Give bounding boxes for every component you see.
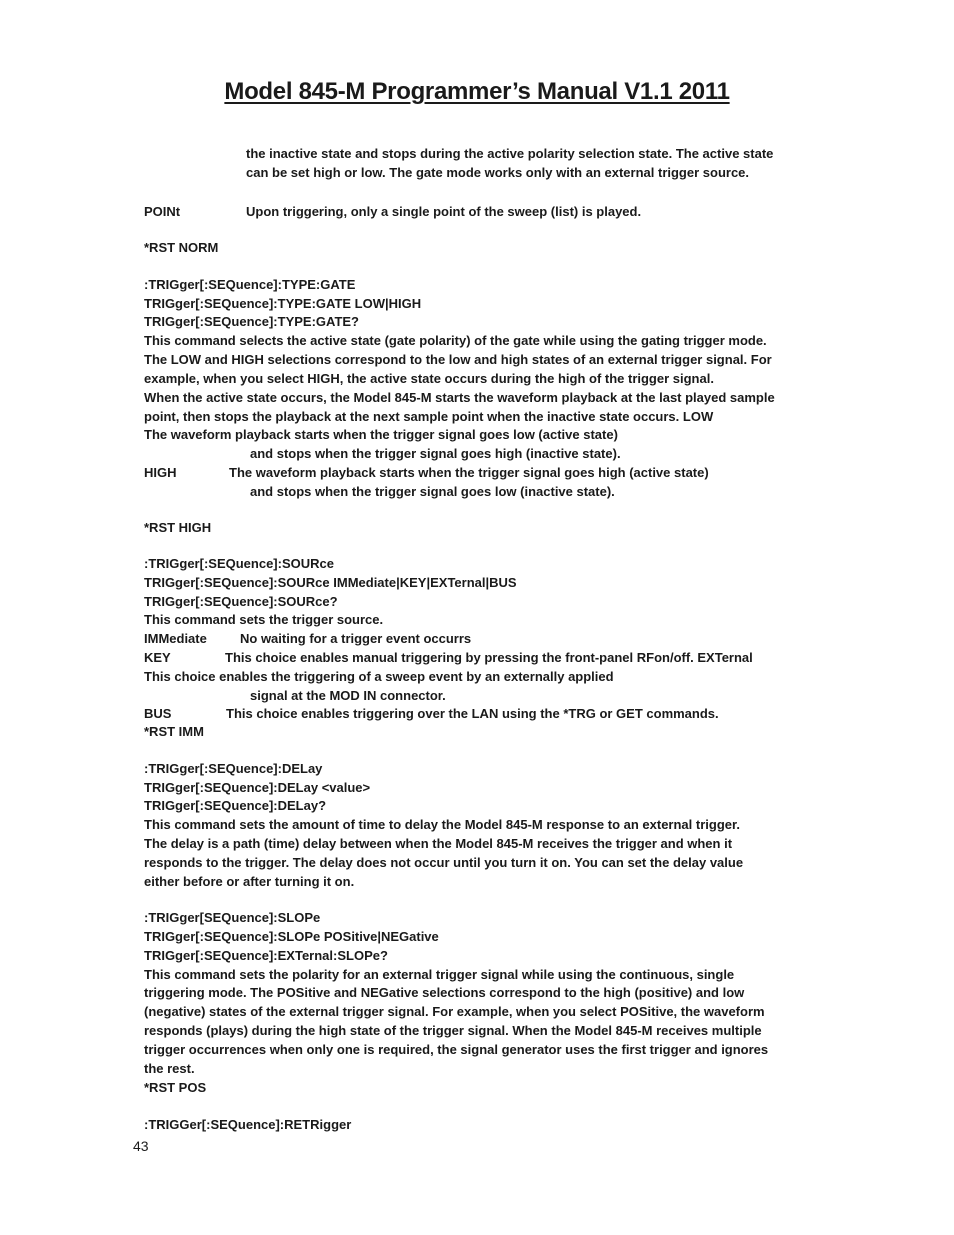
body-line: either before or after turning it on. [144,874,355,889]
body-line: (negative) states of the external trigger signal. For example, when you select POSitive, the waveform [144,1004,765,1019]
body-line: point, then stops the playback at the next sample point when the inactive state occurs. LOW [144,409,714,424]
command-syntax: TRIGger[:SEQuence]:SOURce IMMediate|KEY|EXTernal|BUS [144,575,517,590]
option-description: This choice enables manual triggering by pressing the front-panel RFon/off. EXTernal [225,650,753,665]
command-syntax: TRIGger[:SEQuence]:SLOPe POSitive|NEGative [144,929,439,944]
body-line: triggering mode. The POSitive and NEGative selections correspond to the high (positive) and low [144,985,745,1000]
option-description: The waveform playback starts when the trigger signal goes high (active state) [229,465,709,480]
option-description: No waiting for a trigger event occurrs [240,631,472,646]
reset-value: *RST IMM [144,724,204,739]
body-line: trigger occurrences when only one is required, the signal generator uses the first trigger and ignores [144,1042,769,1057]
page-title: Model 845-M Programmer’s Manual V1.1 2011 [224,78,730,105]
command-syntax: TRIGger[:SEQuence]:TYPE:GATE LOW|HIGH [144,296,422,311]
body-line: the inactive state and stops during the active polarity selection state. The active state [246,146,774,161]
command-query: TRIGger[:SEQuence]:TYPE:GATE? [144,314,359,329]
body-line: When the active state occurs, the Model 845-M starts the waveform playback at the last played sample [144,390,775,405]
option-description: Upon triggering, only a single point of the sweep (list) is played. [246,204,642,219]
body-line: The delay is a path (time) delay between when the Model 845-M receives the trigger and when it [144,836,733,851]
command-heading: :TRIGger[:SEQuence]:SOURce [144,556,334,571]
body-line: can be set high or low. The gate mode works only with an external trigger source. [246,165,750,180]
option-label: HIGH [144,465,177,480]
option-label: BUS [144,706,172,721]
body-line: and stops when the trigger signal goes low (inactive state). [250,484,615,499]
reset-value: *RST POS [144,1080,207,1095]
body-line: This command sets the trigger source. [144,612,384,627]
body-line: The waveform playback starts when the trigger signal goes low (active state) [144,427,618,442]
body-line: This command sets the amount of time to delay the Model 845-M response to an external trigger. [144,817,740,832]
option-description: This choice enables triggering over the LAN using the *TRG or GET commands. [226,706,719,721]
command-heading: :TRIGGer[:SEQuence]:RETRigger [144,1117,352,1132]
command-heading: :TRIGger[SEQuence]:SLOPe [144,910,321,925]
reset-value: *RST NORM [144,240,219,255]
body-line: and stops when the trigger signal goes high (inactive state). [250,446,621,461]
body-line: The LOW and HIGH selections correspond to the low and high states of an external trigger signal. For [144,352,772,367]
reset-value: *RST HIGH [144,520,212,535]
body-line: responds to the trigger. The delay does not occur until you turn it on. You can set the delay value [144,855,744,870]
body-line: This command sets the polarity for an external trigger signal while using the continuous, single [144,967,735,982]
command-query: TRIGger[:SEQuence]:SOURce? [144,594,338,609]
body-line: responds (plays) during the high state of the trigger signal. When the Model 845-M receives multiple [144,1023,762,1038]
body-line: example, when you select HIGH, the active state occurs during the high of the trigger signal. [144,371,714,386]
command-heading: :TRIGger[:SEQuence]:TYPE:GATE [144,277,356,292]
option-label: IMMediate [144,631,207,646]
command-query: TRIGger[:SEQuence]:DELay? [144,798,327,813]
body-line: the rest. [144,1061,195,1076]
command-heading: :TRIGger[:SEQuence]:DELay [144,761,323,776]
page-number: 43 [133,1138,149,1154]
body-line: This choice enables the triggering of a sweep event by an externally applied [144,669,614,684]
body-line: signal at the MOD IN connector. [250,688,446,703]
command-syntax: TRIGger[:SEQuence]:DELay <value> [144,780,371,795]
option-label: POINt [144,204,181,219]
body-line: This command selects the active state (gate polarity) of the gate while using the gating trigger mode. [144,333,767,348]
option-label: KEY [144,650,171,665]
command-query: TRIGger[:SEQuence]:EXTernal:SLOPe? [144,948,388,963]
